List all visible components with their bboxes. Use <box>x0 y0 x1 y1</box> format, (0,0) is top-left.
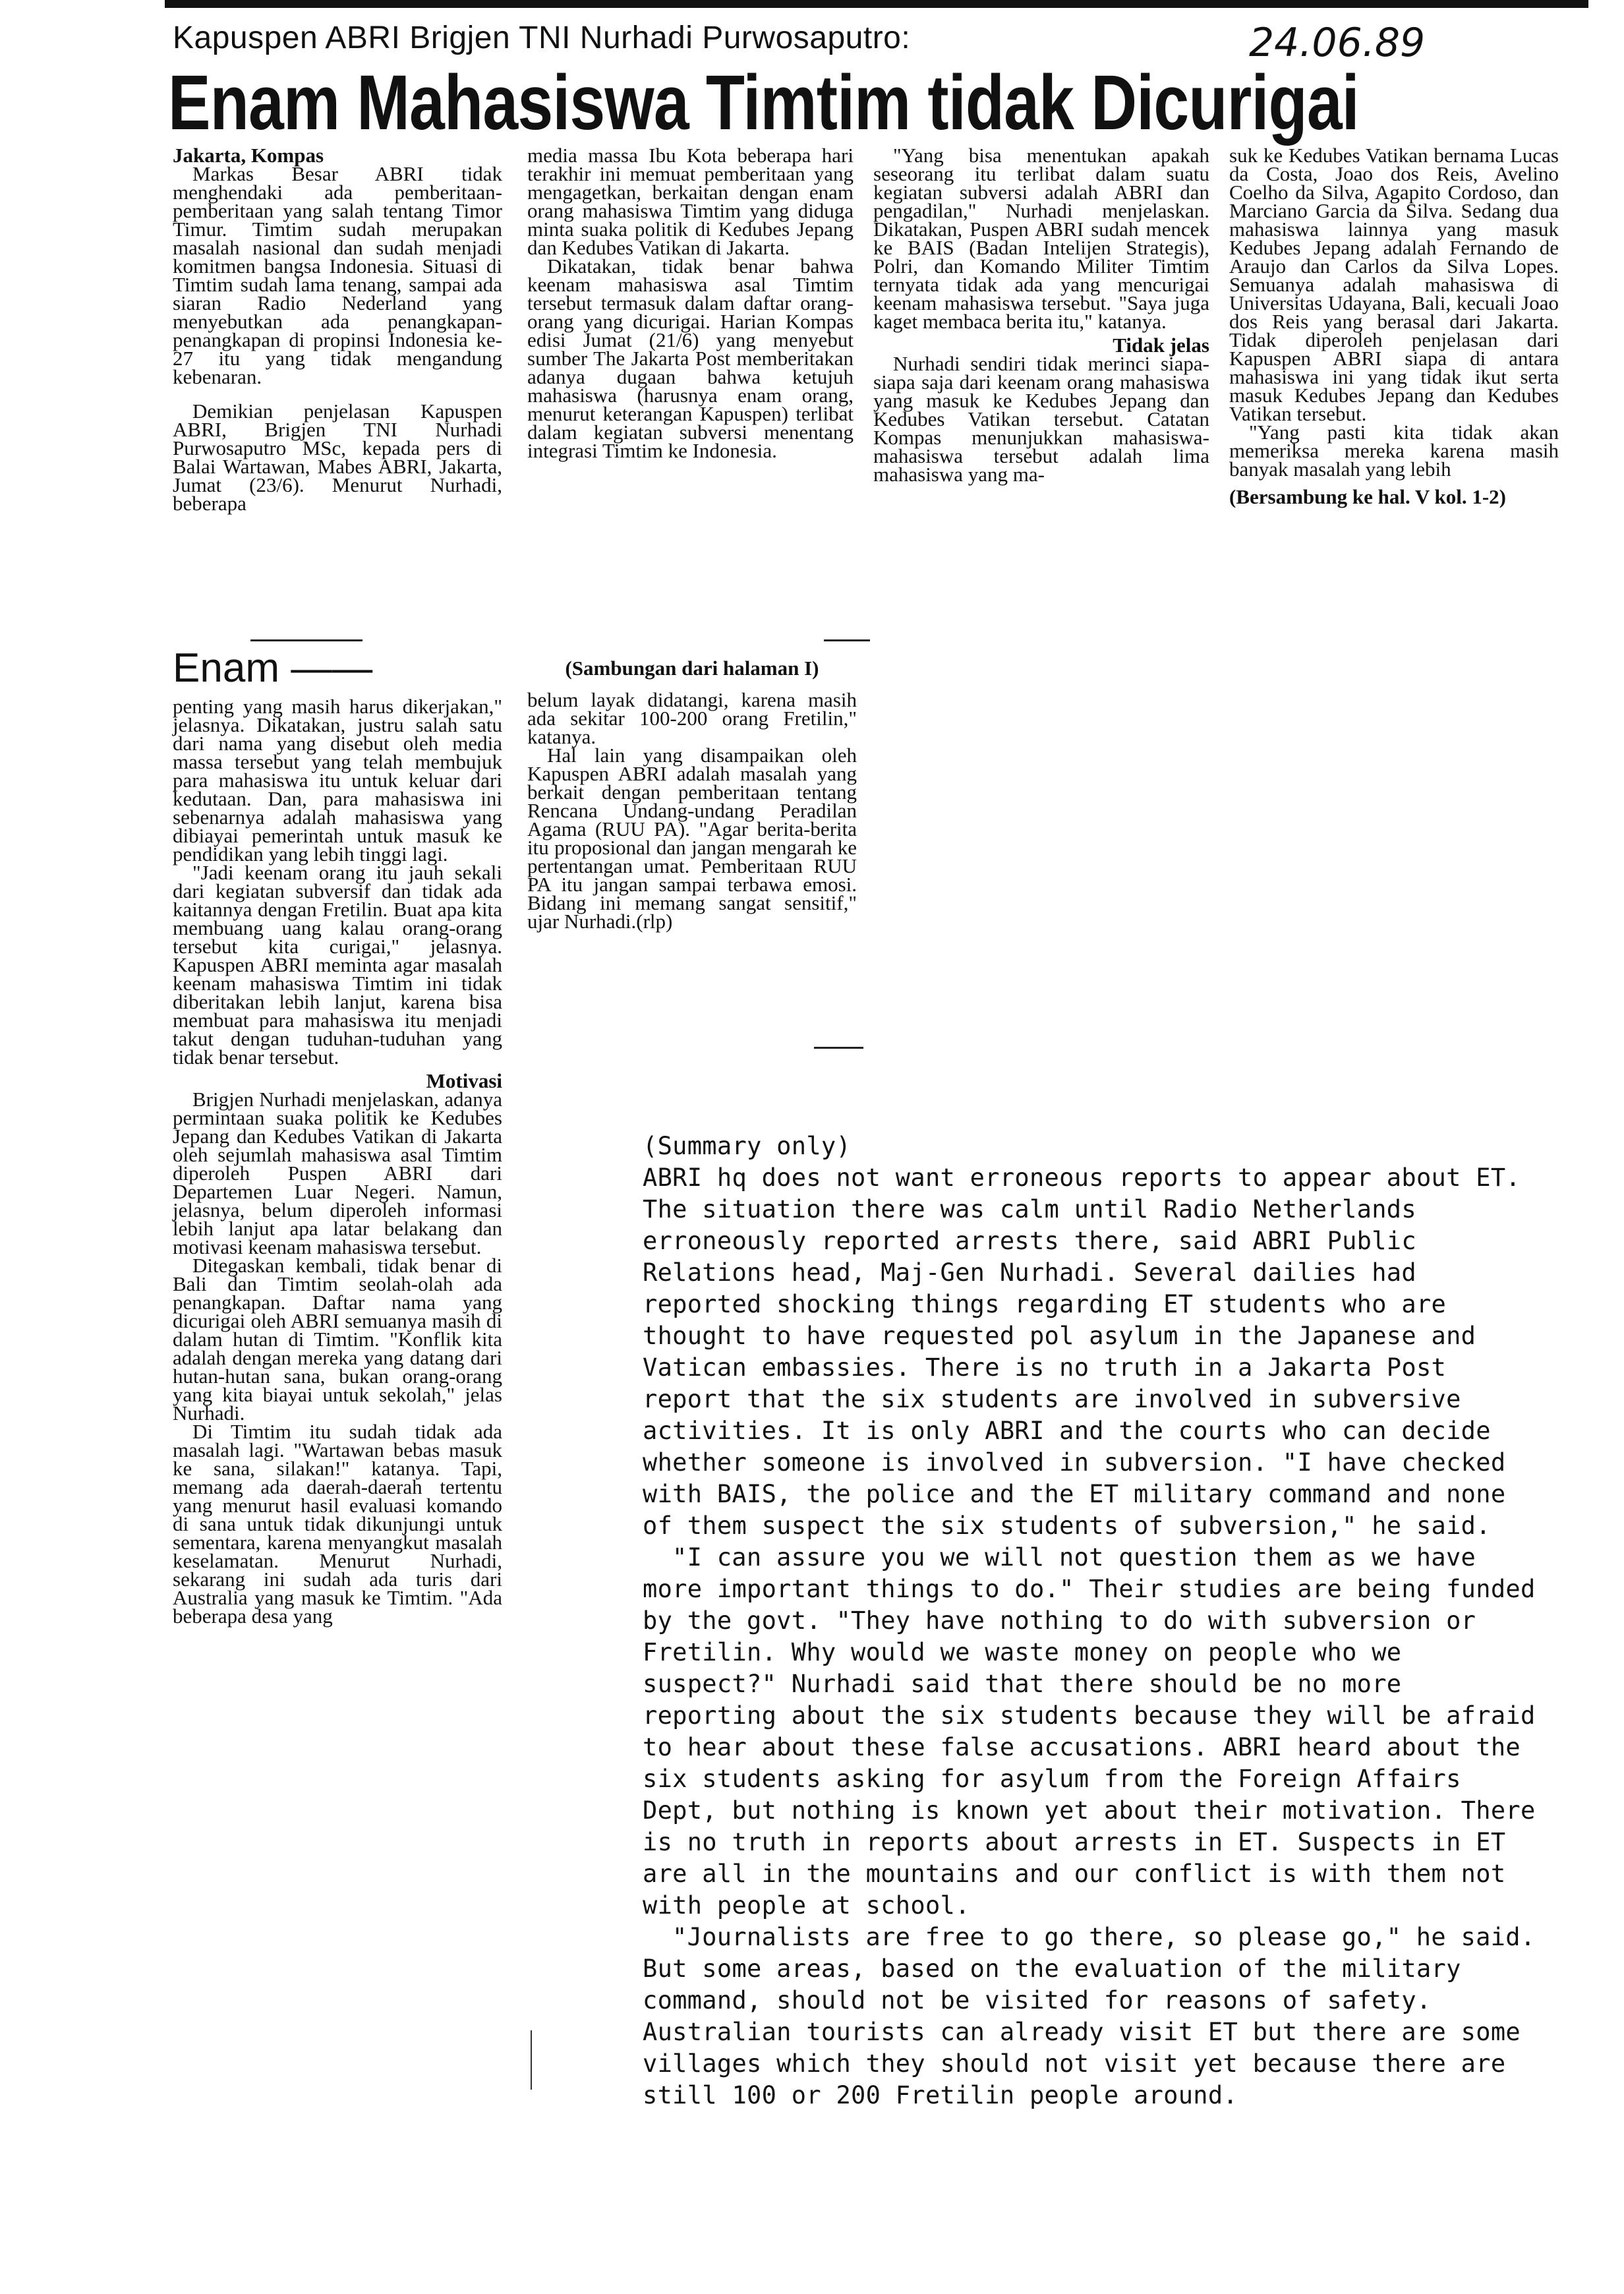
article-col-3 <box>873 146 1209 484</box>
column-rule <box>824 639 870 641</box>
continuation-col-2 <box>527 659 857 931</box>
article-col-1 <box>173 146 502 513</box>
paragraph: Demikian penjelasan Kapuspen ABRI, Brigjen TNI Nurhadi Purwosaputro MSc, kepada pers di Balai Wartawan, Mabes ABRI, Jakarta, Jumat (23/6). Menurut Nurhadi, beberapa <box>173 399 502 515</box>
summary-paragraph: "I can assure you we will not question them as we have more important things to do." Their studies are being funded by the govt. "They have nothing to do with subversion or Fretilin. Why would we waste money on people who we suspect?" Nurhadi said that there should be no more reporting about the six students because they will be afraid to hear about these false accusations. ABRI heard about the six students asking for asylum from the Foreign Affairs Dept, but nothing is known yet about their motivation. There is no truth in reports about arrests in ET. Suspects in ET are all in the mountains and our conflict is with them not with people at school. <box>643 1543 1536 1920</box>
paragraph: "Yang pasti kita tidak akan memeriksa mereka karena masih banyak masalah yang lebih <box>1229 421 1559 481</box>
column-rule <box>250 639 362 641</box>
paragraph: Dikatakan, tidak benar bahwa keenam mahasiswa asal Timtim tersebut termasuk dalam daftar orang-orang yang dicurigai. Harian Kompas edisi Jumat (21/6) yang menyebut sumber The Jakarta Post memberitakan adanya dugaan bahwa ketujuh mahasiswa (harusnya enam orang, menurut keterangan Kapuspen) terlibat dalam kegiatan subversi menentang integrasi Timtim ke Indonesia. <box>527 254 854 462</box>
continuation-source: (Sambungan dari halaman I) <box>565 657 819 680</box>
subheading: Tidak jelas <box>1113 334 1209 357</box>
article-col-4 <box>1229 146 1559 506</box>
paragraph: "Jadi keenam orang itu jauh sekali dari kegiatan subversif dan tidak ada kaitannya dengan Fretilin. Buat apa kita membuang uang kalau orang-orang tersebut kita curigai," jelasnya. Kapuspen ABRI meminta agar masalah keenam mahasiswa Timtim ini tidak diberitakan lebih lanjut, karena bisa membuat para mahasiswa itu menjadi takut dengan tuduhan-tuduhan yang tidak benar tersebut. <box>173 861 502 1069</box>
continuation-head: Enam —— <box>173 645 373 691</box>
column-rule <box>814 1047 863 1049</box>
english-summary <box>643 1131 1549 2111</box>
summary-label: (Summary only) <box>643 1132 852 1160</box>
continuation-col-1 <box>173 697 502 1626</box>
paragraph: Hal lain yang disampaikan oleh Kapuspen ABRI adalah masalah yang berkait dengan pemberitaan tentang Rencana Undang-undang Peradilan Agama (RUU PA). "Agar berita-berita itu proposional dan jangan mengarah ke pertentangan umat. Pemberitaan RUU PA itu jangan sampai terbawa emosi. Bidang ini memang sangat sensitif," ujar Nurhadi.(rlp) <box>527 744 857 933</box>
paragraph: suk ke Kedubes Vatikan bernama Lucas da Costa, Joao dos Reis, Avelino Coelho da Silva, Agapito Cordoso, dan Marciano Garcia da Silva. Sedang dua mahasiswa lainnya yang masuk Kedubes Jepang adalah Fernando de Araujo dan Carlos da Silva Lopes. Semuanya adalah mahasiswa di Universitas Udayana, Bali, kecuali Joao dos Reis yang berasal dari Jakarta. Tidak diperoleh penjelasan dari Kapuspen ABRI siapa di antara mahasiswa ini yang tidak ikut serta masuk Kedubes Jepang dan Kedubes Vatikan tersebut. <box>1229 144 1559 425</box>
paragraph: Ditegaskan kembali, tidak benar di Bali dan Timtim seolah-olah ada penangkapan. Daftar nama yang dicurigai oleh ABRI semuanya masih di dalam hutan di Timtim. "Konflik kita adalah dengan mereka yang datang dari hutan-hutan sana, bukan orang-orang yang kita biayai untuk sekolah," jelas Nurhadi. <box>173 1254 502 1425</box>
margin-mark <box>531 2030 532 2090</box>
paragraph: Di Timtim itu sudah tidak ada masalah lagi. "Wartawan bebas masuk ke sana, silakan!" katanya. Tapi, memang ada daerah-daerah tertentu yang menurut hasil evaluasi komando di sana untuk tidak dikunjungi untuk sementara, karena menyangkut masalah keselamatan. Menurut Nurhadi, sekarang ini sudah ada turis dari Australia yang masuk ke Timtim. "Ada beberapa desa yang <box>173 1420 502 1628</box>
headline: Enam Mahasiswa Timtim tidak Dicurigai <box>168 59 1359 146</box>
handwritten-date: 24.06.89 <box>1249 20 1426 66</box>
paragraph: "Yang bisa menentukan apakah seseorang itu terlibat dalam suatu kegiatan subversi adalah ABRI dan pengadilan," Nurhadi menjelaskan. Dikatakan, Puspen ABRI sudah mencek ke BAIS (Badan Intelijen Strategis), Polri, dan Komando Militer Timtim ternyata tidak ada yang mencurigai keenam mahasiswa tersebut. "Saya juga kaget membaca berita itu," katanya. <box>873 144 1209 333</box>
paragraph: penting yang masih harus dikerjakan," jelasnya. Dikatakan, justru salah satu dari nama yang disebut oleh media massa tersebut yang telah membujuk para mahasiswa itu untuk keluar dari kedutaan. Dan, para mahasiswa ini sebenarnya adalah mahasiswa yang dibiayai pemerintah untuk masuk ke pendidikan yang lebih tinggi lagi. <box>173 695 502 866</box>
summary-paragraph: ABRI hq does not want erroneous reports to appear about ET. The situation there was calm until Radio Netherlands erroneously reported arrests there, said ABRI Public Relations head, Maj-Gen Nurhadi. Several dailies had reported shocking things regarding ET students who are thought to have requested pol asylum in the Japanese and Vatican embassies. There is no truth in a Jakarta Post report that the six students are involved in subversive activities. It is only ABRI and the courts who can decide whether someone is involved in subversion. "I have checked with BAIS, the police and the ET military command and none of them suspect the six students of subversion," he said. <box>643 1163 1521 1540</box>
paragraph: Nurhadi sendiri tidak merinci siapa-siapa saja dari keenam orang mahasiswa yang masuk ke Kedubes Jepang dan Kedubes Vatikan tersebut. Catatan Kompas menunjukkan mahasiswa-mahasiswa tersebut adalah lima mahasiswa yang ma- <box>873 352 1209 486</box>
summary-paragraph: "Journalists are free to go there, so please go," he said. But some areas, based on the evaluation of the military command, should not be visited for reasons of safety. Australian tourists can already visit ET but there are some villages which they should not visit yet because there are still 100 or 200 Fretilin people around. <box>643 1923 1536 2109</box>
paragraph: Markas Besar ABRI tidak menghendaki ada pemberitaan-pemberitaan yang salah tentang Timor Timur. Timtim sudah merupakan masalah nasional dan sudah menjadi komitmen bangsa Indonesia. Situasi di Timtim sudah lama tenang, sampai ada siaran Radio Nederland yang menyebutkan ada penangkapan-penangkapan di propinsi Indonesia ke-27 itu yang tidak mengandung kebenaran. <box>173 162 502 388</box>
top-rule <box>165 0 1588 8</box>
subheading: Motivasi <box>426 1069 502 1092</box>
paragraph: Brigjen Nurhadi menjelaskan, adanya permintaan suaka politik ke Kedubes Jepang dan Kedubes Vatikan di Jakarta oleh sejumlah mahasiswa asal Timtim diperoleh Puspen ABRI dari Departemen Luar Negeri. Namun, jelasnya, belum diperoleh informasi lebih lanjut apa latar belakang dan motivasi keenam mahasiswa tersebut. <box>173 1088 502 1258</box>
continued-note: (Bersambung ke hal. V kol. 1-2) <box>1229 485 1506 508</box>
paragraph: media massa Ibu Kota beberapa hari terakhir ini memuat pemberitaan yang mengagetkan, berkaitan dengan enam orang mahasiswa Timtim yang diduga minta suaka politik di Kedubes Jepang dan Kedubes Vatikan di Jakarta. <box>527 144 854 259</box>
kicker: Kapuspen ABRI Brigjen TNI Nurhadi Purwosaputro: <box>173 20 911 55</box>
dateline: Jakarta, Kompas <box>173 144 324 167</box>
article-col-2 <box>527 146 854 460</box>
paragraph: belum layak didatangi, karena masih ada sekitar 100-200 orang Fretilin," katanya. <box>527 688 857 748</box>
